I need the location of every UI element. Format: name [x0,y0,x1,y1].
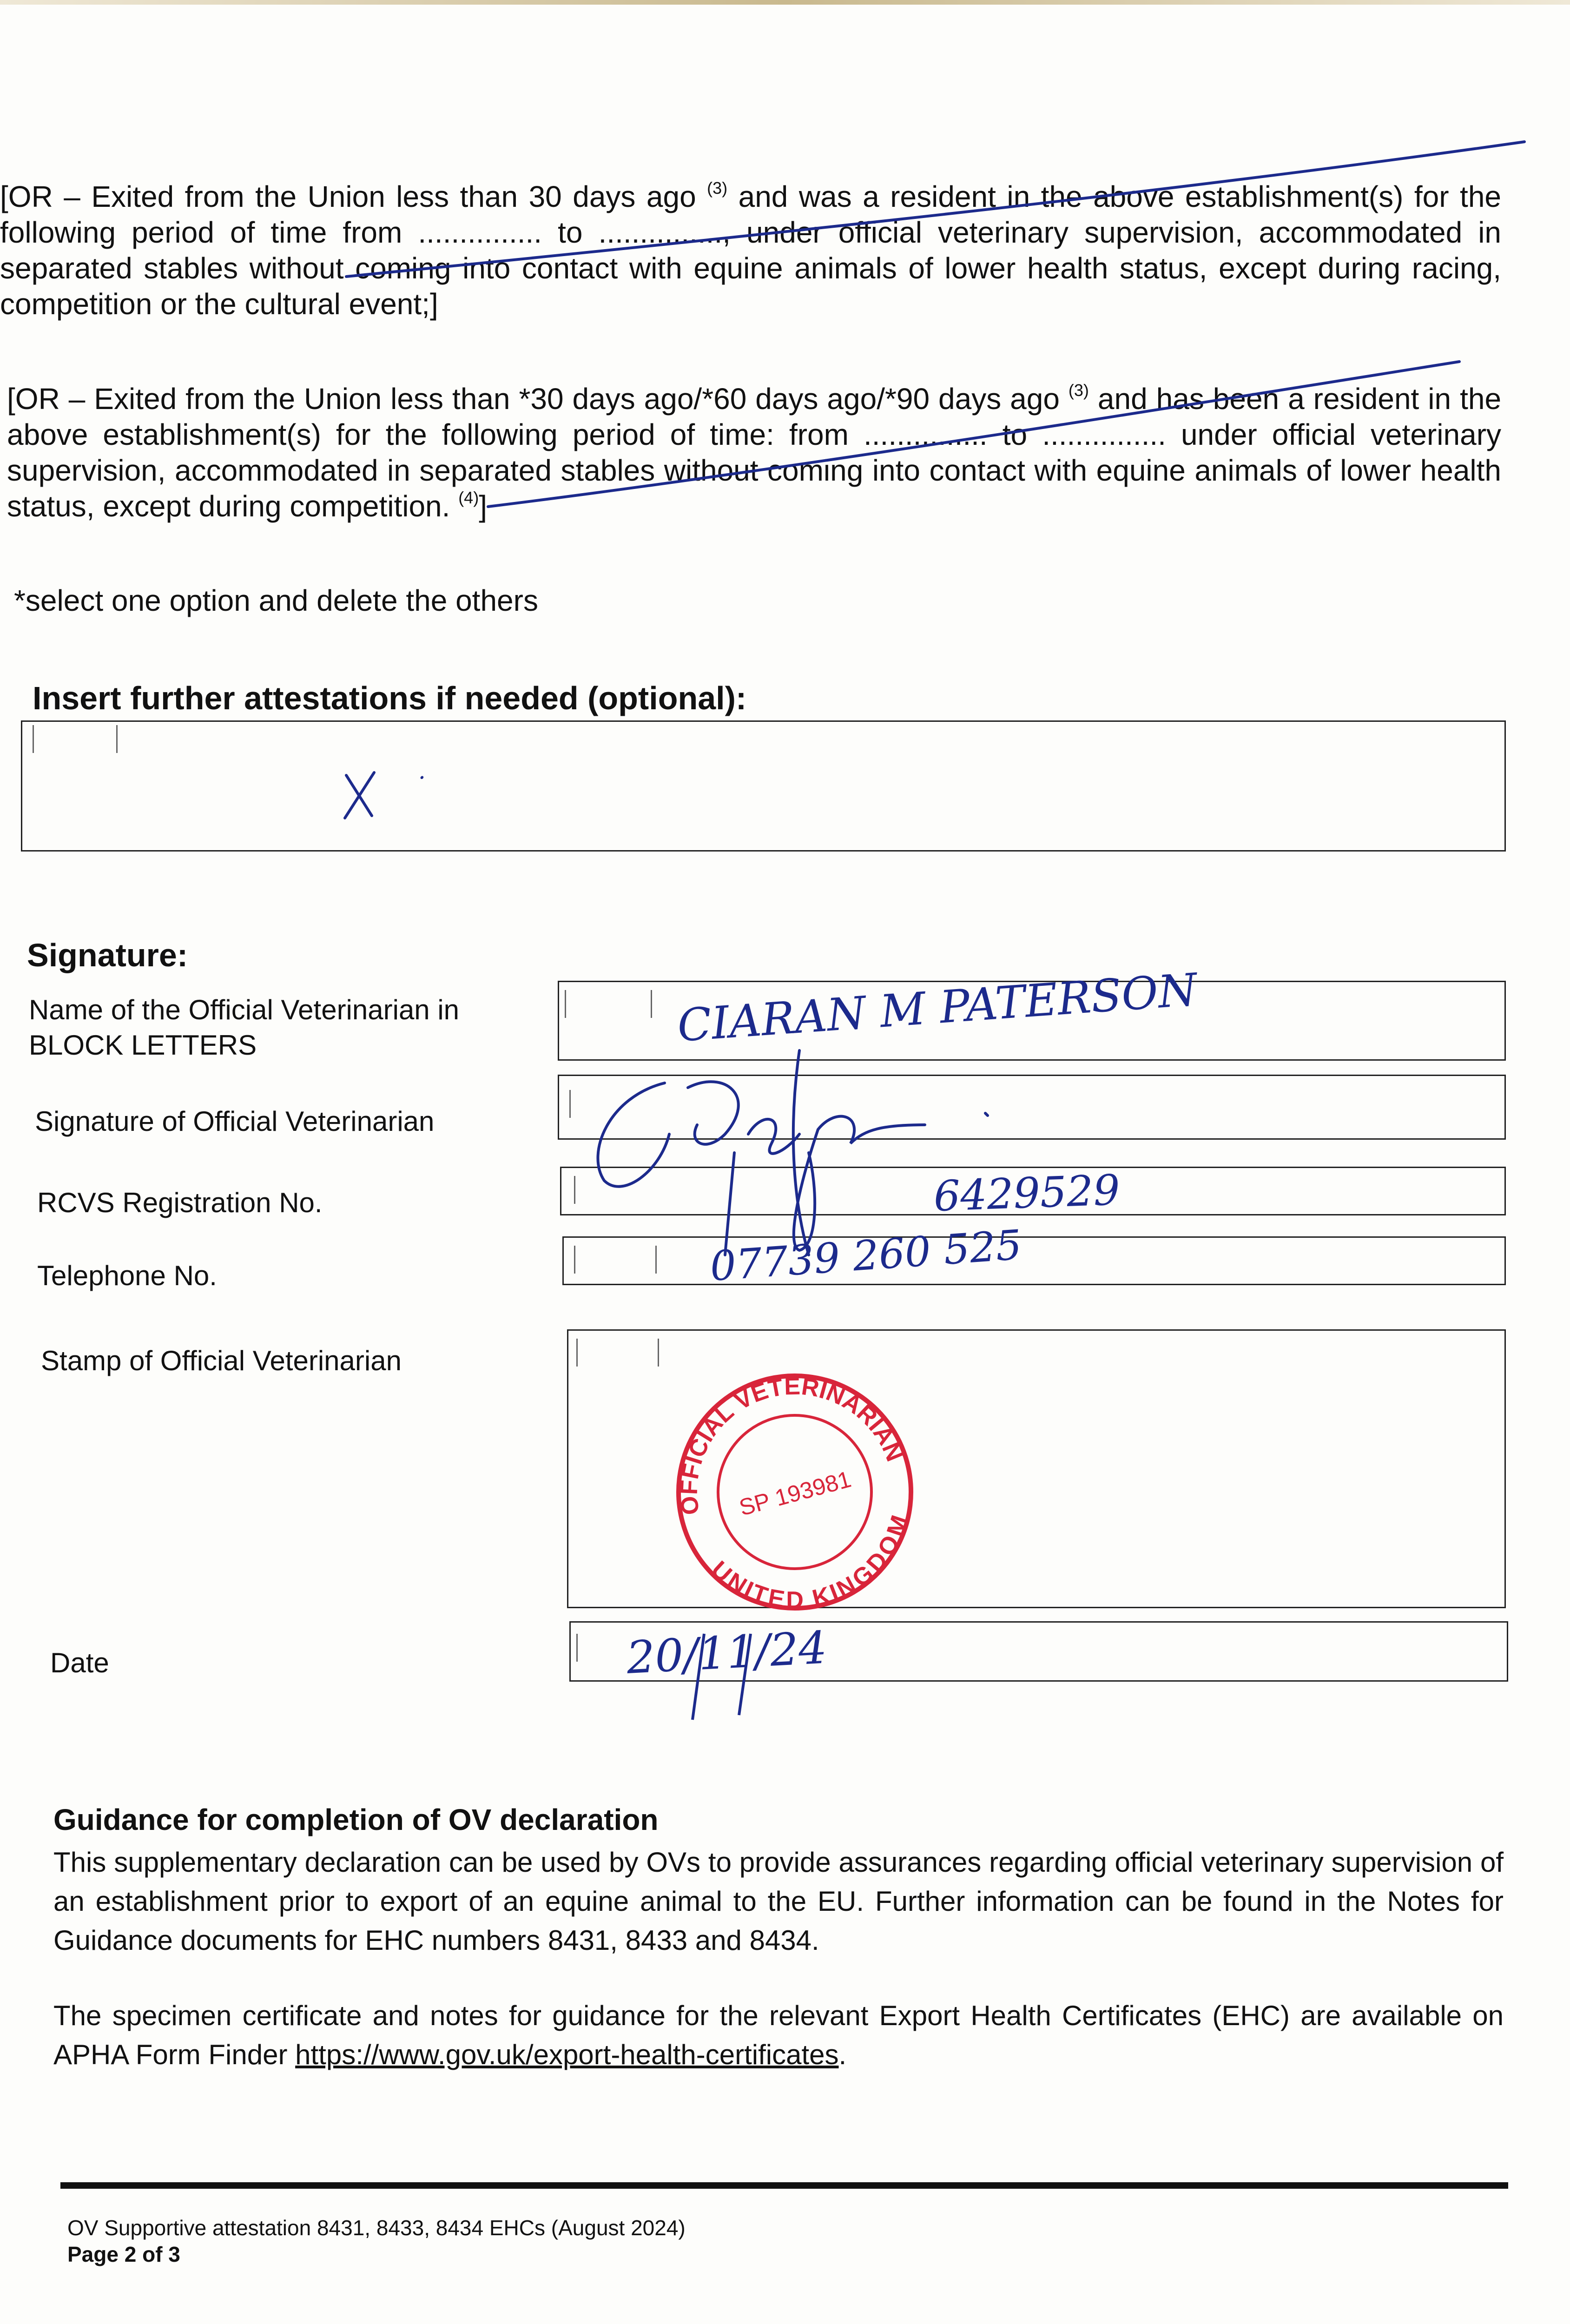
stamp-text-bottom: UNITED KINGDOM [706,1512,914,1614]
strike-line-option-1 [346,142,1524,277]
handwritten-telephone: 07739 260 525 [708,1221,1023,1290]
option-2-text-start: [OR – Exited from the Union less than *30 days ago/*60 days ago/*90 days ago [7,382,1060,416]
ov-signature-scribble [598,1050,988,1255]
telephone-label: Telephone No. [37,1260,217,1291]
further-attestations-heading: Insert further attestations if needed (optional): [33,680,747,716]
footnote-ref-4: (4) [458,488,479,507]
handwritten-ov-name: CIARAN M PATERSON [675,964,1199,1052]
date-label: Date [50,1647,109,1678]
guidance-paragraph-1: This supplementary declaration can be used by OVs to provide assurances regarding official veterinary supervision of an establishment prior to export of an equine animal to the EU. Further information can be found in the Notes for Guidance documents for EHC numbers 8431, 8433 and 8434. [53,1847,1504,1956]
option-1-text-start: [OR – Exited from the Union less than 30 days ago [0,180,696,213]
ov-stamp [649,1346,942,1641]
handwritten-date: 20/11/24 [625,1621,828,1684]
stamp-text-top: OFFICIAL VETERINARIAN [675,1373,908,1517]
rcvs-label: RCVS Registration No. [37,1187,323,1218]
stamp-label: Stamp of Official Veterinarian [41,1345,402,1376]
select-option-note: *select one option and delete the others [14,584,538,617]
footer-title: OV Supportive attestation 8431, 8433, 8434 EHCs (August 2024) [67,2216,686,2240]
handwritten-x-dot: · [418,764,426,791]
handwritten-rcvs-number: 6429529 [933,1166,1121,1221]
option-2-close-bracket: ] [479,489,487,523]
ov-signature-label: Signature of Official Veterinarian [35,1106,435,1137]
footnote-ref-3a: (3) [707,178,728,198]
ov-name-label: Name of the Official Veterinarian in BLOCK LETTERS [29,994,460,1061]
guidance-paragraph-2-text: The specimen certificate and notes for guidance for the relevant Export Health Certificates (EHC) are available on APHA Form Finder [53,2000,1504,2070]
export-health-certificates-link[interactable]: https://www.gov.uk/export-health-certificates [295,2039,839,2070]
footer-page-number: Page 2 of 3 [67,2242,180,2266]
handwritten-x-mark [345,772,374,818]
stamp-number: SP 193981 [736,1466,854,1521]
signature-heading: Signature: [27,937,188,973]
option-2-text-end: and has been a resident in the above establishment(s) for the following period of time: from ............... to ............... under official veterinary supervision, accommodated in separated stables without coming into contact with equine animals of lower health status, except during competition. [7,382,1502,523]
guidance-heading: Guidance for completion of OV declaration [53,1803,659,1836]
guidance-paragraph-2-end: . [838,2039,847,2070]
option-1-text-end: and was a resident in the above establishment(s) for the following period of time from ............... to ..............., under official veterinary supervision, accommodated in separated stables without coming into contact with equine animals of lower health status, except during racing, competition or the cultural event;] [0,180,1501,321]
footnote-ref-3b: (3) [1068,381,1089,400]
strike-line-option-2 [488,362,1459,507]
svg-text:UNITED KINGDOM [702,1506,930,1638]
